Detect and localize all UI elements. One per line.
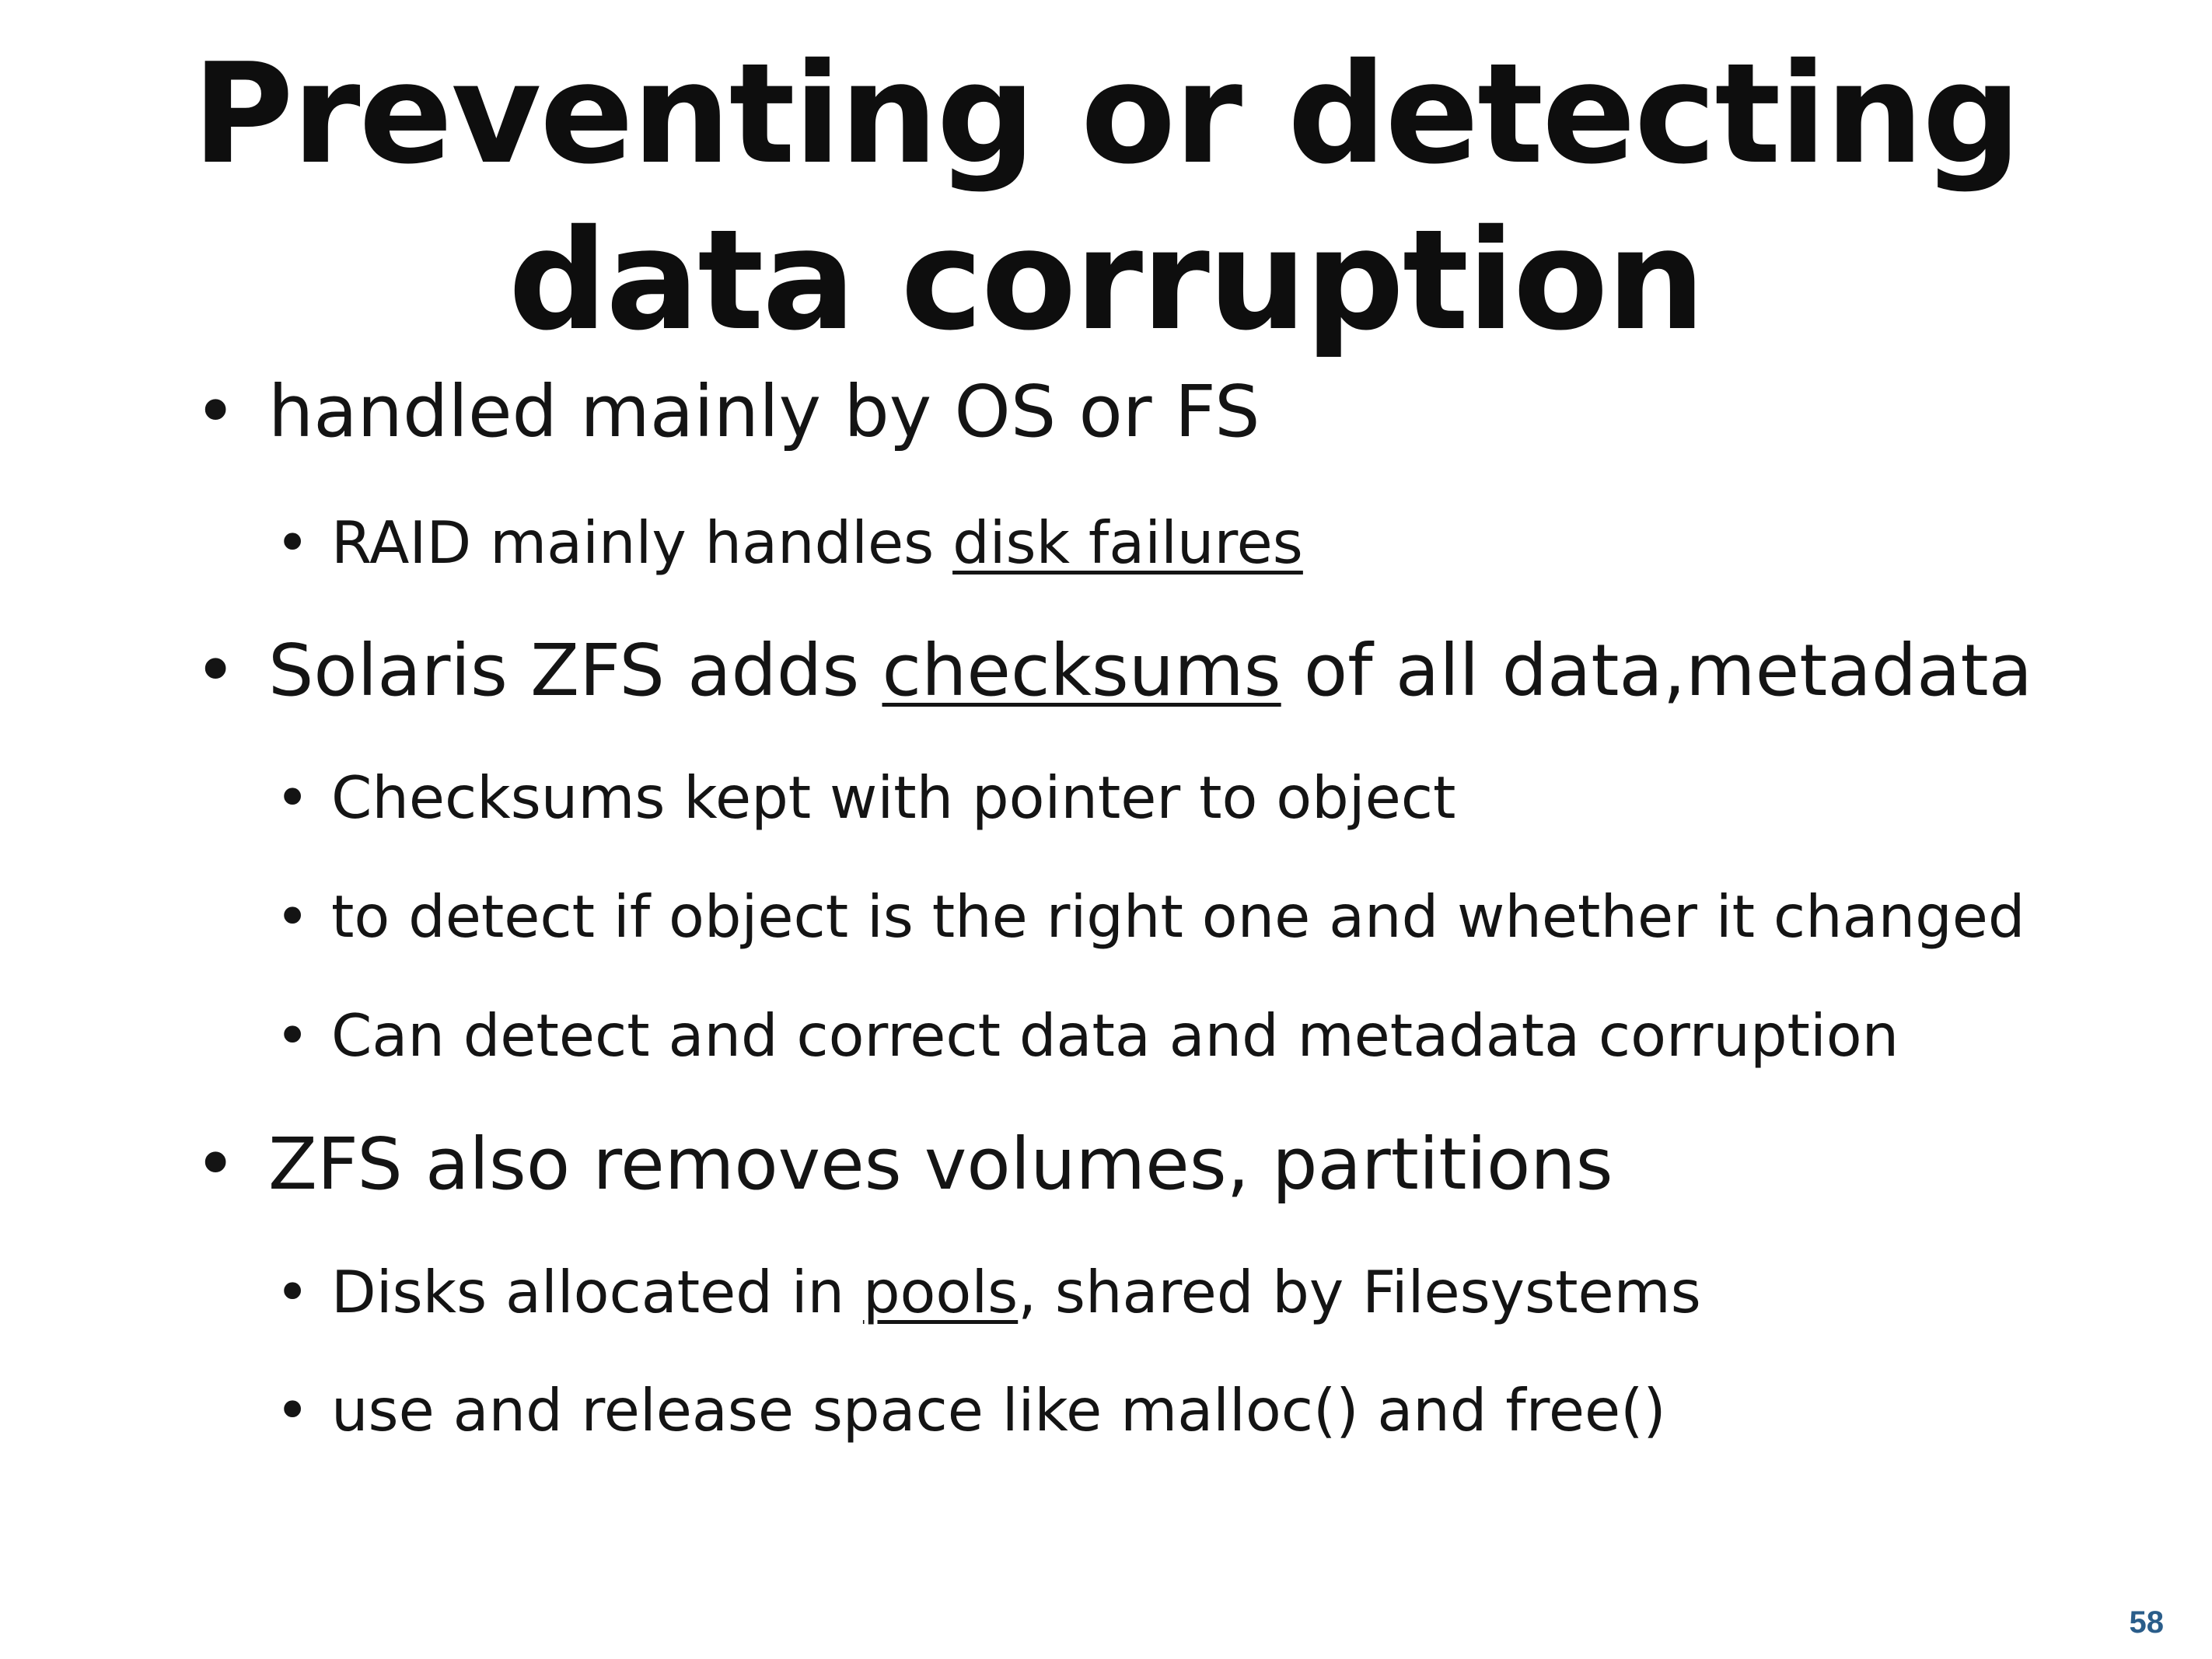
bullet-text: to detect if object is the right one and whether it changed: [331, 882, 2025, 951]
bullet-text-prefix: RAID mainly handles: [331, 508, 953, 577]
bullet-disks-pools: [275, 1256, 1701, 1328]
bullet-raid-disk-failures: [275, 507, 1303, 578]
underlined-term-pools: pools: [862, 1258, 1019, 1326]
bullet-text: use and release space like malloc() and free(): [331, 1376, 1666, 1444]
slide-title: [0, 31, 2212, 364]
bullet-zfs-removes-volumes: [194, 1122, 1613, 1207]
title-line-2: data corruption: [508, 200, 1704, 361]
bullet-text: Checksums kept with pointer to object: [331, 763, 1456, 832]
bullet-dot: •: [275, 1376, 310, 1444]
bullet-dot: •: [275, 882, 310, 951]
bullet-text-prefix: Disks allocated in: [331, 1258, 863, 1326]
bullet-dot: •: [194, 1123, 237, 1206]
bullet-dot: •: [194, 629, 237, 712]
bullet-dot: •: [275, 763, 310, 832]
underlined-term-checksums: checksums: [882, 629, 1281, 712]
bullet-text: Can detect and correct data and metadata corruption: [331, 1001, 1899, 1070]
bullet-handled-by-os: [194, 369, 1260, 455]
bullet-detect-correct: [275, 1000, 1899, 1071]
bullet-text-suffix: , shared by Filesystems: [1018, 1258, 1701, 1326]
bullet-malloc-free: [275, 1374, 1666, 1446]
underlined-term-disk-failures: disk failures: [952, 508, 1303, 577]
bullet-dot: •: [275, 1258, 310, 1326]
bullet-text-prefix: Solaris ZFS adds: [268, 629, 882, 712]
bullet-zfs-checksums: [194, 628, 2032, 714]
bullet-dot: •: [275, 508, 310, 577]
title-line-1: Preventing or detecting: [192, 33, 2020, 194]
bullet-dot: •: [275, 1001, 310, 1070]
bullet-text-suffix: of all data,metadata: [1281, 629, 2032, 712]
bullet-detect-object: [275, 881, 2025, 952]
bullet-dot: •: [194, 370, 237, 453]
bullet-text: ZFS also removes volumes, partitions: [268, 1123, 1613, 1206]
page-number: 58: [2129, 1605, 2164, 1640]
bullet-text: handled mainly by OS or FS: [268, 370, 1260, 453]
bullet-checksums-kept: [275, 762, 1456, 833]
